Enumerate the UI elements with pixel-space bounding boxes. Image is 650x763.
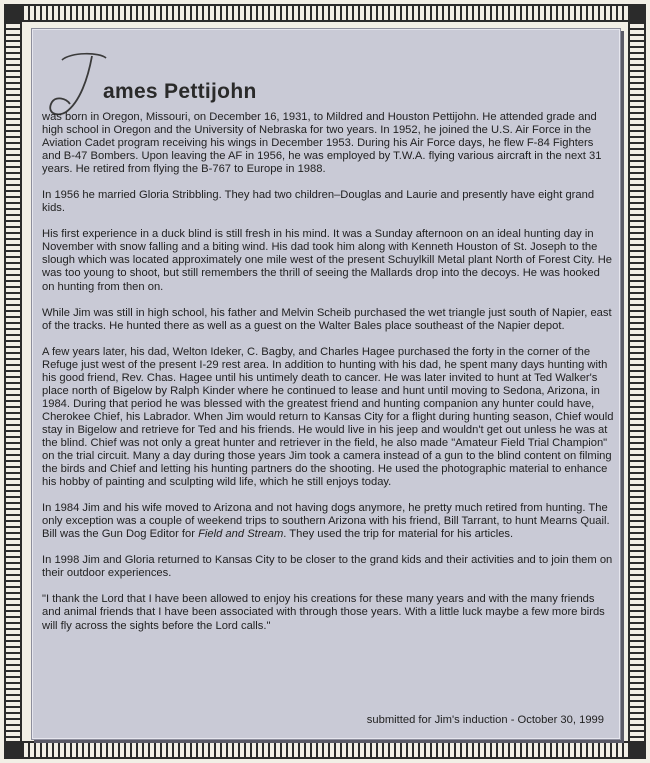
border-top xyxy=(14,4,636,22)
paragraph: While Jim was still in high school, his father and Melvin Scheib purchased the wet triangle just south of Napier, east of the tracks. He hunted there as well as a guest on the Walter Bales place southeast of the Napier depot. xyxy=(42,306,612,332)
corner-top-left xyxy=(4,4,22,22)
paragraph-arizona xyxy=(42,502,614,541)
paragraph: In 1956 he married Gloria Stribbling. They had two children–Douglas and Laurie and presently have eight grand kids. xyxy=(42,189,595,215)
corner-bottom-left xyxy=(4,741,22,759)
paragraph: In 1998 Jim and Gloria returned to Kansas City to be closer to the grand kids and their activities and to join them on their outdoor experiences. xyxy=(42,554,613,580)
name-heading: ames Pettijohn xyxy=(103,80,257,103)
border-bottom xyxy=(14,741,636,759)
border-left xyxy=(4,14,22,749)
biography-text xyxy=(42,111,614,646)
signature-line: submitted for Jim's induction - October 30, 1999 xyxy=(366,714,604,726)
text-span: . They used the trip for material for his articles. xyxy=(283,528,514,541)
quote-paragraph: "I thank the Lord that I have been allowed to enjoy his creations for these many years and with the many friends and animal friends that I have been associated with through those years. With a little luck maybe a few more birds will fly across the sights before the Lord calls." xyxy=(42,593,605,632)
border-right xyxy=(628,14,646,749)
corner-bottom-right xyxy=(628,741,646,759)
paragraph: was born in Oregon, Missouri, on December 16, 1931, to Mildred and Houston Pettijohn. He attended grade and high school in Oregon and the University of Nebraska for two years. In 1952, he joined the U.S. Air Force in the Aviation Cadet program receiving his wings in December 1953. During his Air Force days, he flew F-84 Fighters and B-47 Bombers. Upon leaving the AF in 1956, he was employed by T.W.A. flying various aircraft in the next 31 years. He retired from flying the B-767 to Europe in 1988. xyxy=(42,111,602,176)
decorative-initial xyxy=(40,50,110,120)
page-title xyxy=(40,50,440,120)
paragraph: His first experience in a duck blind is still fresh in his mind. It was a Sunday afternoon on an ideal hunting day in November with snow falling and a biting wind. His dad took him along with Kenneth Houston of St. Joseph to the slough which was located approximately one mile west of the present Schuylkill Metal plant North of Forest City. He was too young to shoot, but still remembers the thrill of seeing the Mallards drop into the decoys. He was hooked on hunting from then on. xyxy=(42,228,612,293)
publication-title: Field and Stream xyxy=(198,528,284,541)
paragraph: A few years later, his dad, Welton Ideker, C. Bagby, and Charles Hagee purchased the forty in the corner of the Refuge just west of the present I-29 rest area. In addition to hunting with his dad, he spent many days hunting with his good friend, Rev. Chas. Hagee until his untimely death to cancer. He was later invited to hunt at Ted Walker's place north of Bigelow by Ralph Kinder where he continued to lease and hunt until moving to Sedona, Arizona, in 1984. During that period he was blessed with the greatest friend and hunting companion any hunter could have, Cherokee Chief, his Labrador. When Jim would return to Kansas City for a flight during hunting season, Chief would stay in Bigelow and retrieve for Ted and his friends. He would live in his jeep and wouldn't get out unless he was at the blind. Chief was not only a great hunter and retriever in the field, he also made "Amateur Field Trial Champion" on the trial circuit. Many a day during those years Jim took a camera instead of a gun to the blind content on filming the birds and Chief and letting his hunting partners do the shooting. He used the photographic material to enhance his hobby of painting and sculpting wild life, which he still enjoys today. xyxy=(42,345,614,489)
corner-top-right xyxy=(628,4,646,22)
text-span: In 1984 Jim and his wife moved to Arizona and not having dogs anymore, he pretty much retired from hunting. The only exception was a couple of weekend trips to southern Arizona with his friend, Bill Tarrant, to hunt Mearns Quail. Bill was the Gun Dog Editor for xyxy=(42,502,610,541)
